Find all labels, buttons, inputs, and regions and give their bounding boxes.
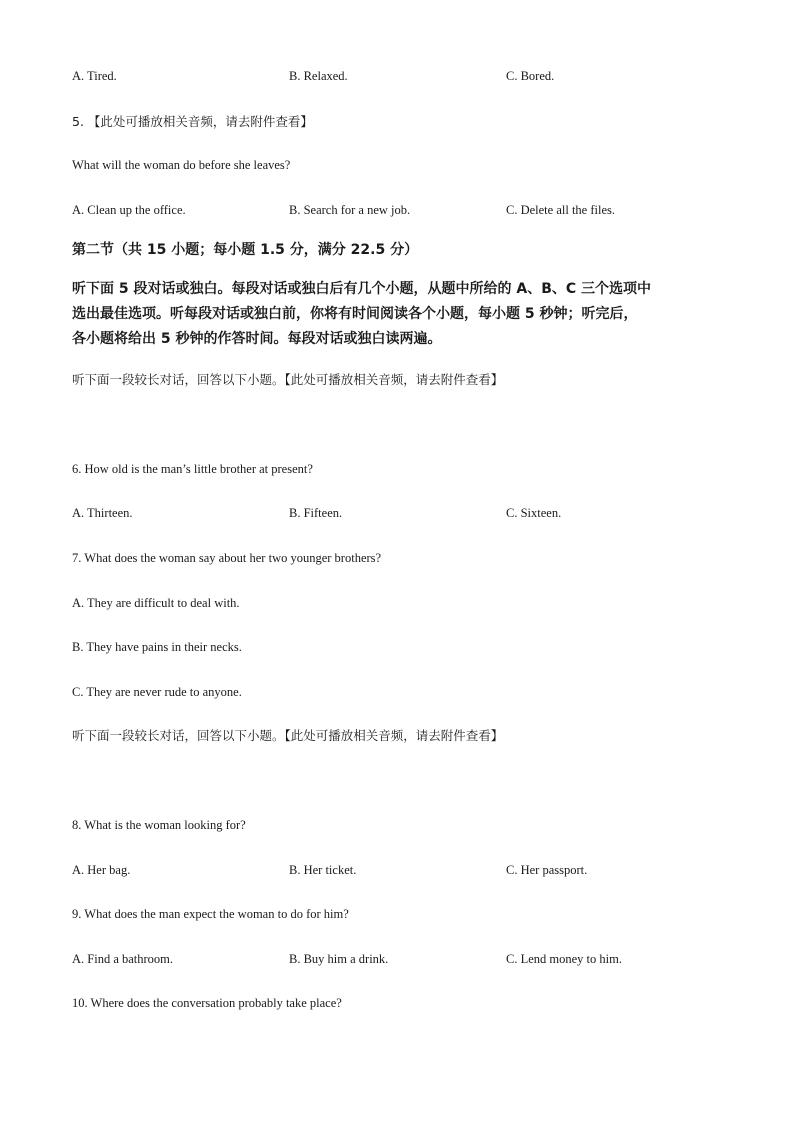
section2-title: 第二节（共 15 小题；每小题 1.5 分，满分 22.5 分） (72, 242, 419, 258)
q5-options (72, 202, 732, 218)
q6-options (72, 505, 732, 521)
dialogue-prompt-1: 听下面一段较长对话，回答以下小题。【此处可播放相关音频，请去附件查看】 (72, 372, 504, 387)
q5-option-b: B. Search for a new job. (289, 203, 411, 217)
q9-option-c: C. Lend money to him. (506, 952, 622, 966)
q6-option-a: A. Thirteen. (72, 506, 133, 520)
q5-option-c: C. Delete all the files. (506, 203, 615, 217)
q9-option-a: A. Find a bathroom. (72, 952, 174, 966)
q8-question: 8. What is the woman looking for? (72, 818, 246, 832)
q4-options (72, 68, 732, 84)
q9-question: 9. What does the man expect the woman to do for him? (72, 907, 349, 921)
q8-option-b: B. Her ticket. (289, 863, 357, 877)
section2-instruction-line-3: 各小题将给出 5 秒钟的作答时间。每段对话或独白读两遍。 (72, 331, 442, 347)
dialogue-prompt-2: 听下面一段较长对话，回答以下小题。【此处可播放相关音频，请去附件查看】 (72, 728, 504, 743)
q6-option-b: B. Fifteen. (289, 506, 343, 520)
q4-option-c: C. Bored. (506, 69, 555, 83)
q4-option-b: B. Relaxed. (289, 69, 348, 83)
q7-option-a: A. They are difficult to deal with. (72, 596, 240, 610)
q7-option-c: C. They are never rude to anyone. (72, 685, 242, 699)
q8-options (72, 862, 732, 878)
q10-question: 10. Where does the conversation probably take place? (72, 996, 342, 1010)
q4-option-a: A. Tired. (72, 69, 117, 83)
section2-instruction-line-2: 选出最佳选项。听每段对话或独白前，你将有时间阅读各个小题，每小题 5 秒钟；听完后， (72, 306, 638, 322)
q8-option-a: A. Her bag. (72, 863, 131, 877)
section2-instruction-line-1: 听下面 5 段对话或独白。每段对话或独白后有几个小题，从题中所给的 A、B、C 三个选项中 (72, 281, 652, 297)
q5-header: 5. 【此处可播放相关音频，请去附件查看】 (72, 114, 313, 129)
q6-question: 6. How old is the man’s little brother at present? (72, 462, 313, 476)
q6-option-c: C. Sixteen. (506, 506, 562, 520)
q5-option-a: A. Clean up the office. (72, 203, 186, 217)
q9-option-b: B. Buy him a drink. (289, 952, 389, 966)
q5-question: What will the woman do before she leaves? (72, 158, 291, 172)
q7-question: 7. What does the woman say about her two younger brothers? (72, 551, 382, 565)
q7-option-b: B. They have pains in their necks. (72, 640, 242, 654)
q9-options (72, 951, 732, 967)
q8-option-c: C. Her passport. (506, 863, 588, 877)
